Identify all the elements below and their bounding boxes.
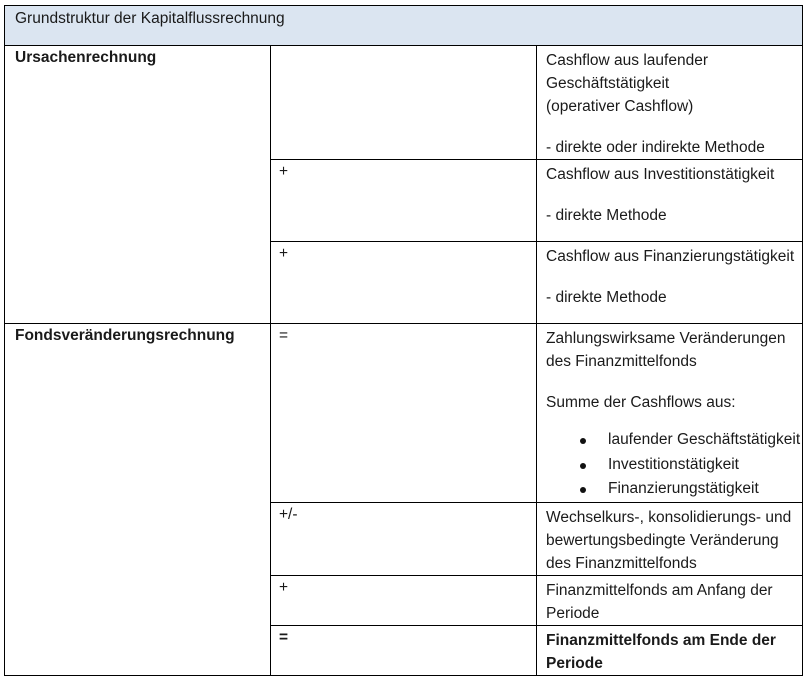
operator-cell: =: [271, 625, 537, 675]
table-title: Grundstruktur der Kapitalflussrechnung: [5, 6, 803, 46]
document: [4, 5, 803, 676]
row-text: Finanzmittelfonds am Ende der Periode: [546, 631, 776, 672]
row-text: Wechselkurs-, konsolidierungs- und bewertungsbedingte Veränderung des Finanzmittelfonds: [546, 508, 792, 572]
row-content: [537, 502, 803, 575]
row-content: [537, 46, 803, 160]
list-item: laufender Geschäftstätigkeit: [608, 428, 802, 453]
list-item: Finanzierungstätigkeit: [608, 477, 802, 502]
header-row: [5, 6, 803, 46]
row-text: Cashflow aus Finanzierungstätigkeit: [546, 248, 795, 265]
operator-cell: +: [271, 575, 537, 625]
row-text: Zahlungswirksame Veränderungen des Finanzmittelfonds: [546, 330, 786, 370]
operator-cell: +: [271, 160, 537, 242]
section-label-ursachenrechnung: Ursachenrechnung: [5, 46, 271, 324]
row-note: Summe der Cashflows aus:: [546, 394, 736, 411]
table-row: [5, 324, 803, 503]
row-note: - direkte Methode: [546, 207, 667, 224]
row-content: [537, 575, 803, 625]
row-note: - direkte Methode: [546, 289, 667, 306]
list-item: Investitionstätigkeit: [608, 453, 802, 478]
row-text: Finanzmittelfonds am Anfang der Periode: [546, 581, 773, 622]
table-row: [5, 46, 803, 160]
section-label-fondsveraenderungsrechnung: Fondsveränderungsrechnung: [5, 324, 271, 676]
row-content: [537, 324, 803, 503]
operator-cell: =: [271, 324, 537, 503]
row-text: Cashflow aus laufender Geschäftstätigkeit (operativer Cashflow): [546, 52, 708, 115]
operator-cell: +: [271, 242, 537, 324]
row-content: [537, 242, 803, 324]
operator-cell: [271, 46, 537, 160]
row-note: - direkte oder indirekte Methode: [546, 139, 765, 156]
row-text: Cashflow aus Investitionstätigkeit: [546, 166, 775, 183]
row-content: [537, 160, 803, 242]
row-content: [537, 625, 803, 675]
operator-cell: +/-: [271, 502, 537, 575]
cashflow-structure-table: [4, 5, 803, 676]
bullet-list: [546, 428, 802, 502]
